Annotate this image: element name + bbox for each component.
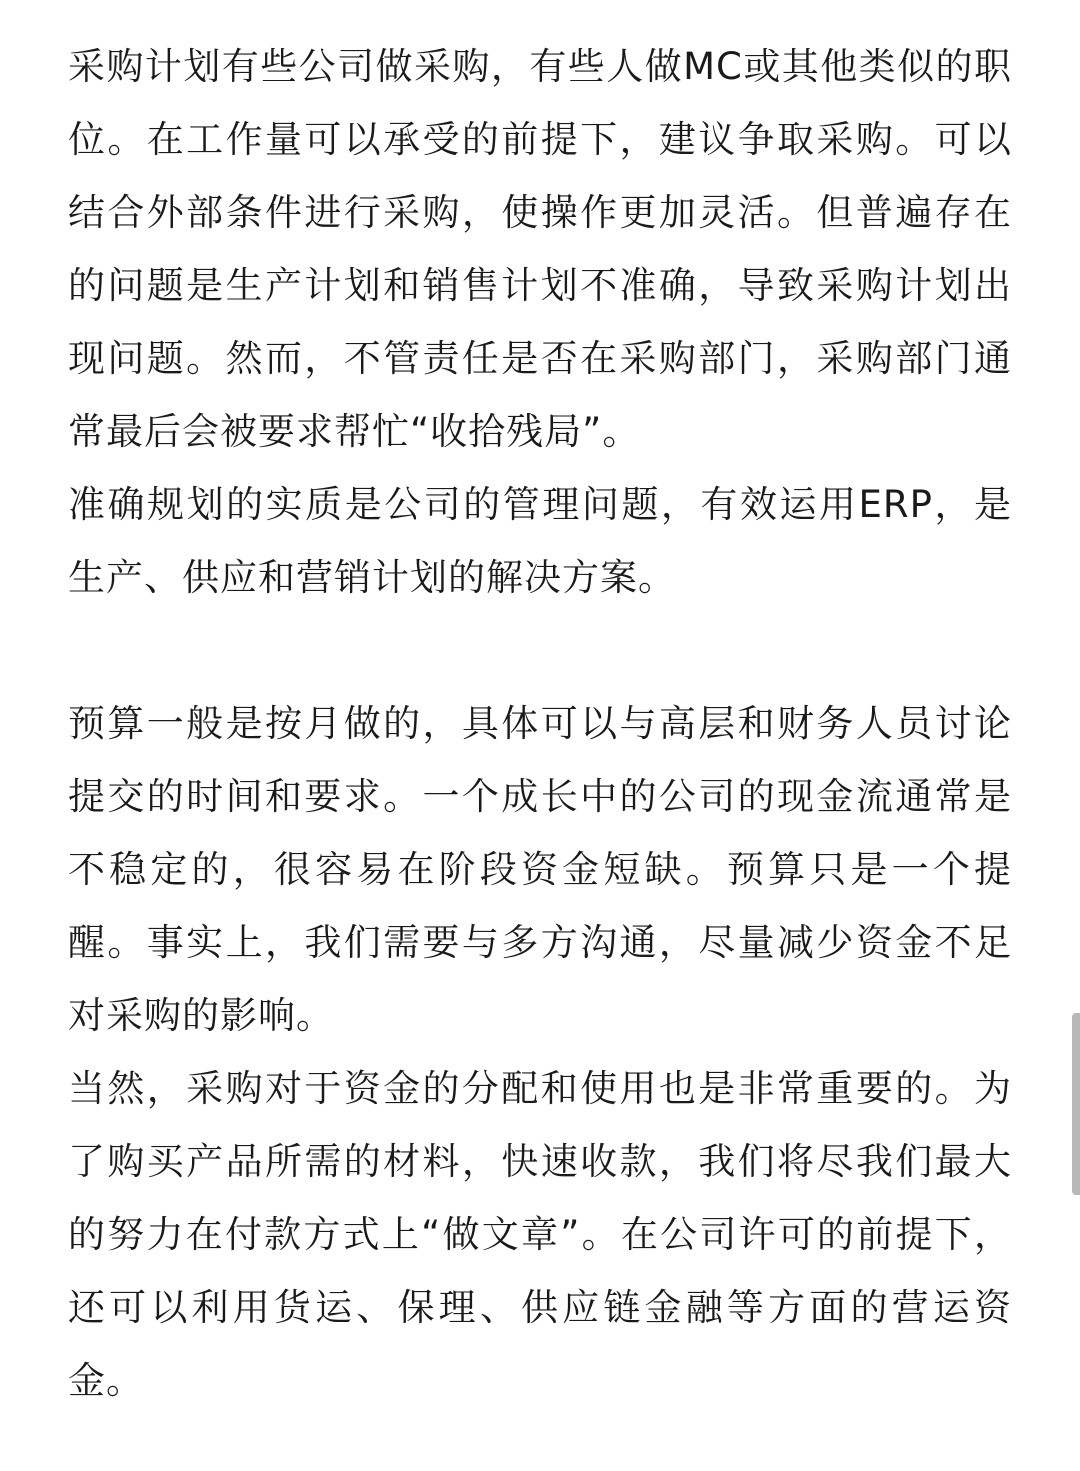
paragraph-purchase-plan: 采购计划有些公司做采购，有些人做MC或其他类似的职位。在工作量可以承受的前提下，建议争取采购。可以结合外部条件进行采购，使操作更加灵活。但普遍存在的问题是生产计划和销售计划不准确，导致采购计划出现问题。然而，不管责任是否在采购部门，采购部门通常最后会被要求帮忙“收拾残局”。 [68,45,1012,453]
article-body [68,30,1012,1417]
paragraph-budget: 预算一般是按月做的，具体可以与高层和财务人员讨论提交的时间和要求。一个成长中的公司的现金流通常是不稳定的，很容易在阶段资金短缺。预算只是一个提醒。事实上，我们需要与多方沟通，尽量减少资金不足对采购的影响。 [68,702,1012,1037]
paragraph-spacer [68,614,1012,687]
paragraph-erp: 准确规划的实质是公司的管理问题，有效运用ERP，是生产、供应和营销计划的解决方案。 [68,483,1012,599]
scrollbar-thumb[interactable] [1072,1013,1080,1195]
paragraph-funds: 当然，采购对于资金的分配和使用也是非常重要的。为了购买产品所需的材料，快速收款，我们将尽我们最大的努力在付款方式上“做文章”。在公司许可的前提下，还可以利用货运、保理、供应链金融等方面的营运资金。 [68,1067,1012,1402]
